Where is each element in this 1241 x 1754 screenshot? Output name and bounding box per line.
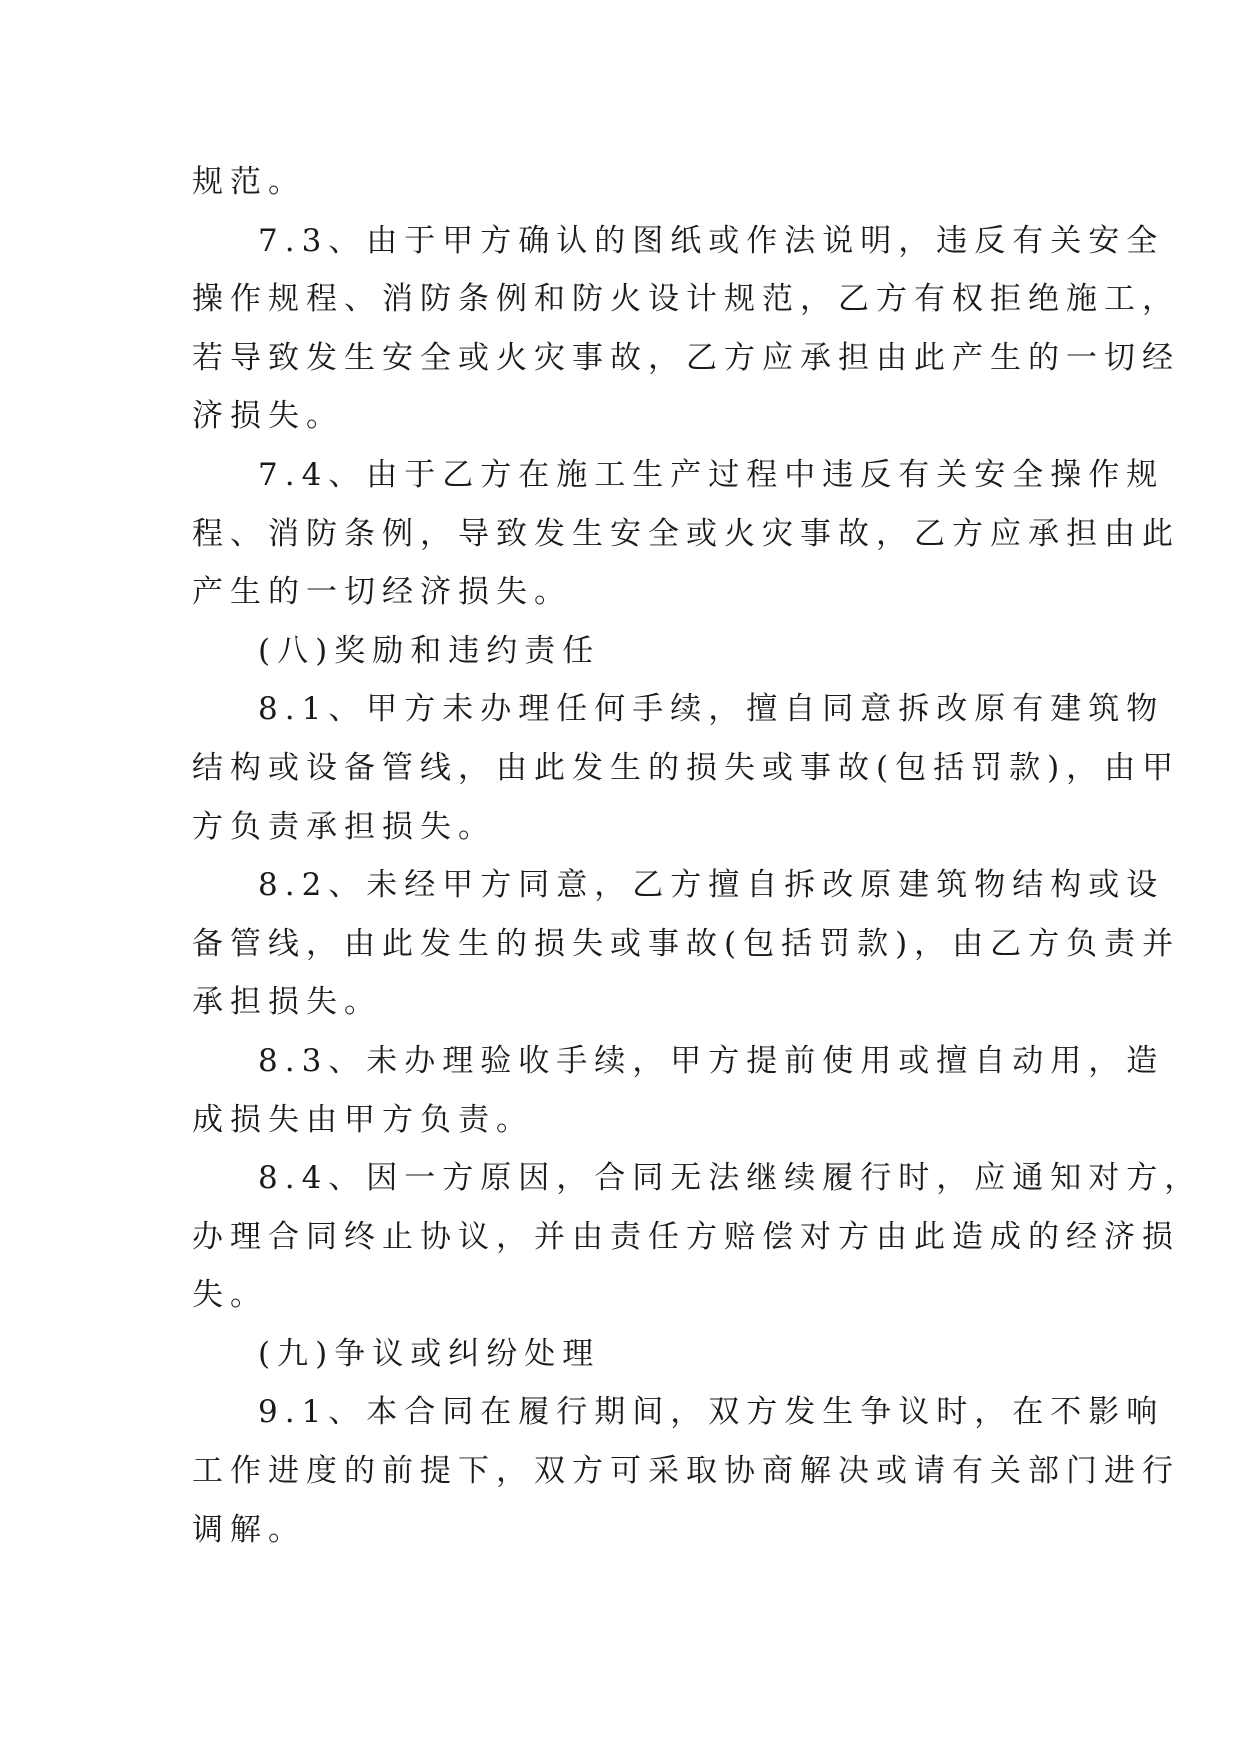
clause-8-2 — [192, 856, 1181, 1032]
clause-7-4 — [192, 446, 1180, 622]
text-line: 8.4、因一方原因，合同无法继续履行时，应通知对方， — [258, 1160, 1203, 1197]
clause-9-1 — [192, 1383, 1180, 1559]
clause-8-3 — [192, 1032, 1165, 1149]
text-line: 8.3、未办理验收手续，甲方提前使用或擅自动用，造 — [258, 1042, 1165, 1079]
text-line: 调解。 — [192, 1511, 306, 1548]
text-line: 失。 — [192, 1277, 268, 1314]
heading-text: (八)奖励和违约责任 — [258, 632, 601, 669]
text-line: 办理合同终止协议，并由责任方赔偿对方由此造成的经济损 — [192, 1218, 1180, 1255]
text-line: 成损失由甲方负责。 — [192, 1101, 534, 1138]
section-heading-8 — [192, 622, 1072, 681]
text-line: 操作规程、消防条例和防火设计规范，乙方有权拒绝施工， — [192, 281, 1180, 318]
text-line: 结构或设备管线，由此发生的损失或事故(包括罚款)，由甲 — [192, 749, 1181, 786]
clause-8-1 — [192, 680, 1181, 856]
paragraph-continuation — [192, 153, 1072, 212]
text-line: 方负责承担损失。 — [192, 808, 496, 845]
text-line: 9.1、本合同在履行期间，双方发生争议时，在不影响 — [258, 1394, 1165, 1431]
text-line: 7.4、由于乙方在施工生产过程中违反有关安全操作规 — [258, 456, 1165, 493]
text-line: 8.2、未经甲方同意，乙方擅自拆改原建筑物结构或设 — [258, 867, 1165, 904]
text-line: 工作进度的前提下，双方可采取协商解决或请有关部门进行 — [192, 1453, 1180, 1490]
text-line: 产生的一切经济损失。 — [192, 574, 572, 611]
text-line: 若导致发生安全或火灾事故，乙方应承担由此产生的一切经 — [192, 339, 1180, 376]
text-line: 承担损失。 — [192, 984, 382, 1021]
text-line: 程、消防条例，导致发生安全或火灾事故，乙方应承担由此 — [192, 515, 1180, 552]
text-line: 备管线，由此发生的损失或事故(包括罚款)，由乙方负责并 — [192, 925, 1181, 962]
document-body — [192, 153, 1203, 1559]
text-line: 8.1、甲方未办理任何手续，擅自同意拆改原有建筑物 — [258, 691, 1165, 728]
clause-7-3 — [192, 212, 1180, 446]
clause-8-4 — [192, 1149, 1203, 1325]
heading-text: (九)争议或纠纷处理 — [258, 1335, 601, 1372]
text-line: 济损失。 — [192, 398, 344, 435]
section-heading-9 — [192, 1325, 1072, 1384]
text-line: 7.3、由于甲方确认的图纸或作法说明，违反有关安全 — [258, 222, 1165, 259]
text-line: 规范。 — [192, 164, 306, 200]
